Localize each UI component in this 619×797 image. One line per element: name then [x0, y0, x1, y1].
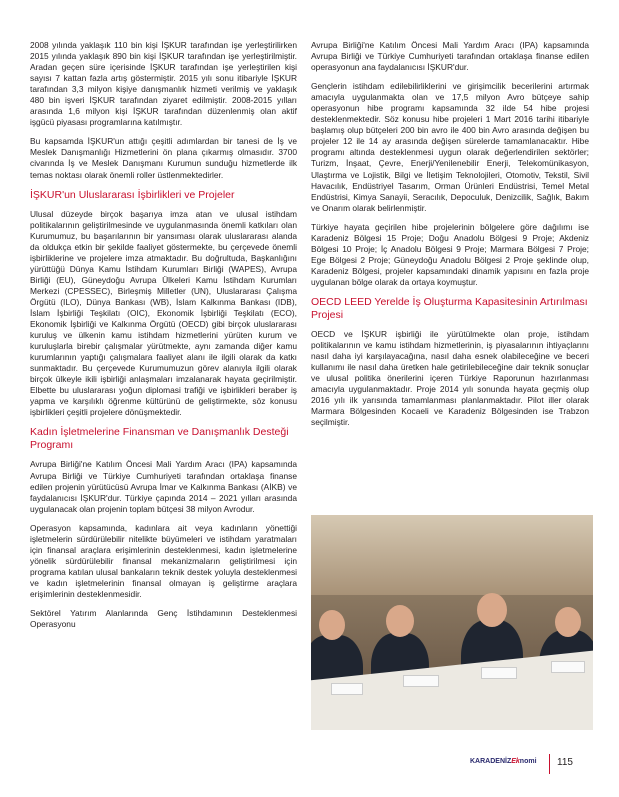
photo-background-wall [311, 515, 593, 595]
meeting-photo [311, 515, 593, 730]
photo-name-card [551, 661, 585, 673]
paragraph-youth-employment-title: Sektörel Yatırım Alanlarında Genç İstihdamının Desteklenmesi Operasyonu [30, 608, 297, 630]
page-number: 115 [557, 757, 573, 768]
paragraph-operation-scope: Operasyon kapsamında, kadınlara ait veya kadınların yönettiği işletmelerin sürdürülebilir nitelikte büyümeleri ve istihdam yaratmaları için finansal araçlara erişimlerinin desteklenmesi, kadın işletmelerine yönelik sürdürülebilir finansal mekanizmaların geliştirilmesi için programa katılan ulusal bankaların teknik destek yoluyla desteklenmesi ve kadın işletmelerinin finansal olmayan iş geliştirme araçlara erişimlerinin desteklenmesidir. [30, 522, 297, 599]
paragraph-grant-program: Gençlerin istihdam edilebilirliklerini ve girişimcilik becerilerini artırmak amacıyla uygulanmakta olan ve 17,5 milyon Avro bütçeye sahip operasyonun hibe programı kapsamında 32 ilde 54 hibe projesi desteklenmektedir. Söz konusu hibe projeleri 1 Mart 2016 tarihi itibariyle başlamış olup bütçeleri 200 bin avro ile 400 bin Avro arasında değişen bu projeler 12 ile 14 ay arasında değişen sürelerde tamamlanacaktır. Hibe programı altında desteklenmesi uygun olarak değerlendirilen sektörler; Turizm, İnşaat, Çevre, Enerji/Yenilenebilir Enerji, Telekomünikasyon, Ulaştırma ve Lojistik, Bilgi ve İletişim Teknolojileri, Otomotiv, Tekstil, Sivil Havacılık, Endüstriyel Tasarım, Orman Ürünleri Endüstrisi, Temel Metal Endüstrisi, Kimya Sanayii, Seracılık, Depoculuk, Denizcilik, Sağlık, Bakım ve Onarım olarak belirlenmiştir. [311, 81, 589, 213]
paragraph-international-cooperation: Ulusal düzeyde birçok başarıya imza atan ve ulusal istihdam politikalarının geliştirilmesinde ve uygulanmasında önemli katkıları olan Kurumumuz, bu başarılarının bir yansıması olarak uluslararası alanda da oldukça etkin bir şekilde faaliyet göstermekte, bu çerçevede önemli işbirliklerine ve projelere imza atmaktadır. Bu doğrultuda, Başkanlığını yürüttüğü Dünya Kamu İstihdam Kurumları Birliği (WAPES), Avrupa Birliği (EU), Güneydoğu Avrupa Ülkeleri Kamu İstihdam Kurumları Merkezi (CPESSEC), Birleşmiş Milletler (UN), Uluslararası Çalışma Örgütü (ILO), Dünya Bankası (WB), İslam Kalkınma Bankası (IDB), İslam İşbirliği Teşkilatı (OIC), Ekonomik İşbirliği Teşkilatı (ECO), Ekonomik İşbirliği ve Kalkınma Örgütü (OECD) gibi birçok uluslararası kuruluş ve ülkenin kamu istihdam hizmetlerini yürüten kurum ve kuruluşlarla birebir çalışmalar yürütmekte, aynı zamanda diğer kamu kurumlarının yaptığı çalışmalara faaliyet alanı ile ilgili olarak da katkı sunmaktadır. Bu çerçevede Kurumumuzun görev alanıyla ilgili olarak birçok ülkeyle ikili işbirliği anlaşmaları imzalanarak hayata geçirilmiştir. Elbette bu uluslararası yoğun diplomasi trafiği ve işbirlikleri beraber iş yapma ve karşılıklı öğrenme kültürünü de geliştirmekte, söz konusu işbirlikleri çeşitli projelere dönüşmektedir. [30, 208, 297, 418]
logo-main-text: KARADENİZ [470, 758, 512, 765]
photo-head-center [477, 593, 507, 627]
photo-head-right [555, 607, 581, 637]
photo-name-card [481, 667, 517, 679]
left-column [30, 40, 297, 638]
page-footer [470, 754, 600, 774]
heading-international-cooperation: İŞKUR'un Uluslararası İşbirlikleri ve Projeler [30, 188, 235, 201]
paragraph-isekur-placements: 2008 yılında yaklaşık 110 bin kişi İŞKUR tarafından işe yerleştirilirken 2015 yılında yaklaşık 890 bin kişi İŞKUR tarafından işe yerleştirilmiştir. Aradan geçen süre içerisinde İŞKUR tarafından işe yerleştirilen kişi sayısı 7 kattan fazla artış göstermiştir. 2015 yılı sonu itibariyle İŞKUR tarafından 3,3 milyon kişiye danışmanlık hizmeti verilmiş ve yaklaşık 480 bin işveri İŞKUR tarafından ziyaret edilmiştir. 2008-2015 yılları arasında 1,6 milyon kişi İŞKUR tarafından düzenlenmiş olan aktif işgücü piyasası programlarına katılmıştır. [30, 40, 297, 128]
paragraph-career-counselors: Bu kapsamda İŞKUR'un attığı çeşitli adımlardan bir tanesi de İş ve Meslek Danışmanlığı Hizmetlerini ön plana çıkarmış olmasıdır. 3700 civarında İş ve Meslek Danışmanı Kurumun sunduğu hizmetlerde ilk temas noktası olarak önemli roller üstlenmektedirler. [30, 136, 297, 180]
paragraph-regional-distribution: Türkiye hayata geçirilen hibe projelerinin bölgelere göre dağılımı ise Karadeniz Bölgesi 15 Proje; Doğu Anadolu Bölgesi 9 Proje; Akdeniz Bölgesi 10 Proje; İç Anadolu Bölgesi 9 Proje; Marmara Bölgesi 7 Proje; Ege Bölgesi 2 Proje; Güneydoğu Anadolu Bölgesi 2 Proje şeklinde olup, Karadeniz Bölgesi, projeler kapsamındaki dinamik yapısını en fazla proje uygulanan bölge olarak da ortaya koymuştur. [311, 221, 589, 287]
paragraph-ipa-beneficiary: Avrupa Birliği'ne Katılım Öncesi Mali Yardım Aracı (IPA) kapsamında Avrupa Birliği ve Türkiye Cumhuriyeti tarafından ortaklaşa finanse edilen operasyonun ana faydalanıcısı İŞKUR'dur. [311, 40, 589, 73]
paragraph-ipa-women-program: Avrupa Birliği'ne Katılım Öncesi Mali Yardım Aracı (IPA) kapsamında Avrupa Birliği ve Türkiye Cumhuriyeti tarafından ortaklaşa finanse edilen projenin yürütücüsü Avrupa İmar ve Kalkınma Bankası (AİKB) ve faydalanıcısı İŞKUR'dur. Türkiye çapında 2014 – 2021 yılları arasında uygulanacak olan projenin toplam bütçesi 38 milyon Avrodur. [30, 459, 297, 514]
heading-oecd-leed-project: OECD LEED Yerelde İş Oluşturma Kapasitesinin Artırılması Projesi [311, 295, 588, 321]
photo-head-left [319, 610, 345, 640]
photo-name-card [331, 683, 363, 695]
paragraph-oecd-leed-project: OECD ve İŞKUR işbirliği ile yürütülmekte olan proje, istihdam politikalarının ve kamu istihdam hizmetlerinin, iş piyasalarının ihtiyaçlarını nasıl daha iyi karşılayacağına, nasıl daha esnek olabileceğine ve beceri kullanımı ile nasıl daha üretken hale getirilebileceğine dair teknik sonuçlar ve ulusal politika önerilerini içeren Türkiye Raporunun hazırlanması amacıyla uygulanmaktadır. Proje 2014 yılı sonunda hayata geçmiş olup 2016 yılı ilk yarısında tamamlanması planlanmaktadır. Pilot iller olarak Marmara Bölgesinden Kocaeli ve Karadeniz Bölgesinden ise Trabzon seçilmiştir. [311, 328, 589, 428]
footer-divider [549, 754, 550, 774]
heading-women-business-program: Kadın İşletmelerine Finansman ve Danışmanlık Desteği Programı [30, 426, 289, 452]
logo-tail-text: nomi [519, 758, 537, 765]
photo-name-card [403, 675, 439, 687]
magazine-logo [470, 758, 537, 765]
logo-accent-text: Ek [511, 758, 520, 765]
right-column [311, 40, 589, 436]
photo-head-2 [386, 605, 414, 637]
